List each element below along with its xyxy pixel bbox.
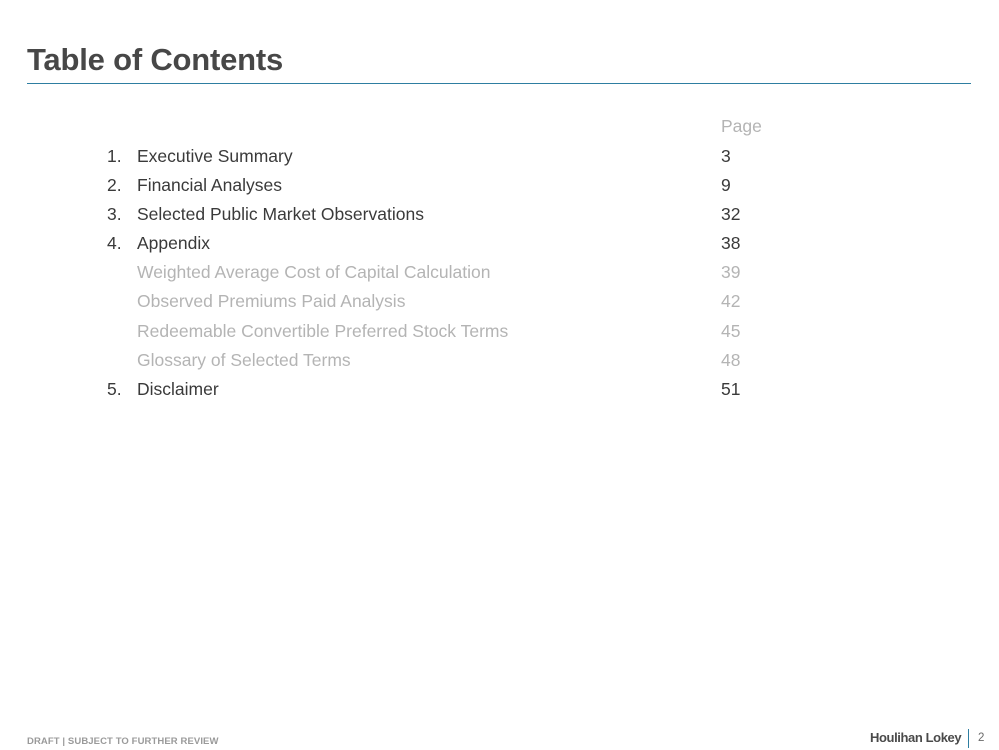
toc-item-label: Observed Premiums Paid Analysis: [137, 291, 406, 312]
footer-divider: [968, 729, 969, 748]
toc-item-number: 4.: [107, 233, 122, 254]
toc-item-page: 45: [721, 320, 741, 341]
toc-item-page: 42: [721, 291, 741, 312]
page-column-header: Page: [721, 116, 762, 136]
toc-item-page: 51: [721, 378, 741, 399]
toc-item-page: 39: [721, 262, 741, 283]
toc-subitem[interactable]: [0, 320, 999, 349]
toc-item-label: Financial Analyses: [137, 175, 282, 196]
toc-item-page: 48: [721, 349, 741, 370]
toc-item-label: Weighted Average Cost of Capital Calculation: [137, 262, 491, 283]
toc-item-label: Appendix: [137, 233, 210, 254]
toc-subitem[interactable]: [0, 349, 999, 378]
toc-item-label: Disclaimer: [137, 378, 219, 399]
toc-item-number: 2.: [107, 175, 122, 196]
draft-notice: DRAFT | SUBJECT TO FURTHER REVIEW: [27, 736, 219, 747]
toc-item-page: 38: [721, 233, 741, 254]
title-underline: [27, 83, 971, 84]
toc-item[interactable]: [0, 378, 999, 407]
toc-list: [0, 145, 999, 407]
toc-subitem[interactable]: [0, 261, 999, 290]
toc-item-page: 9: [721, 175, 731, 196]
toc-item-number: 5.: [107, 378, 122, 399]
toc-item-label: Redeemable Convertible Preferred Stock Terms: [137, 320, 509, 341]
toc-item-number: 3.: [107, 204, 122, 225]
toc-item-number: 1.: [107, 146, 122, 166]
brand-logo: Houlihan Lokey: [870, 730, 962, 745]
toc-item[interactable]: [0, 145, 999, 174]
toc-item[interactable]: [0, 174, 999, 203]
toc-item-page: 3: [721, 146, 731, 166]
toc-item-label: Glossary of Selected Terms: [137, 349, 351, 370]
toc-item-label: Executive Summary: [137, 146, 293, 166]
toc-item-label: Selected Public Market Observations: [137, 204, 424, 225]
toc-item[interactable]: [0, 232, 999, 261]
toc-item-page: 32: [721, 204, 741, 225]
toc-item[interactable]: [0, 203, 999, 232]
page-number: 2: [978, 732, 985, 744]
toc-subitem[interactable]: [0, 290, 999, 319]
page-title: Table of Contents: [27, 42, 284, 77]
